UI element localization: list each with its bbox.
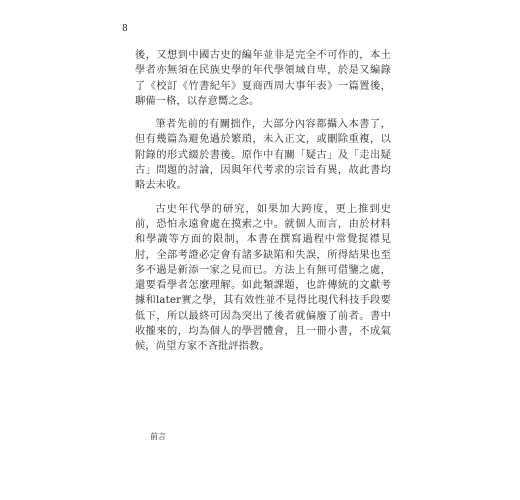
paragraph-3: 古史年代學的研究，如果加大跨度，更上推到史前，恐怕永遠會處在摸索之中。就個人而言，由於材料和學識等方面的限制，本書在撰寫過程中常覺捉襟見肘，全部考證必定會有諸多缺陷和失誤，所得結果也至多不過是新添一家之見而已。方法上有無可借鑒之處，還要看學者怎麼理解。如此類課題，也許傳統的文獻考據和later實之學，其有效性並不見得比現代科技手段要低下，所以最終可因為突出了後者就偏廢了前者。書中收攏來的，均為個人的學習體會，且一冊小書，不成氣候，尚望方家不吝批評指教。 [135, 203, 391, 353]
main-text [135, 48, 391, 363]
paragraph-2: 筆者先前的有關拙作，大部分內容都攝入本書了，但有幾篇為避免過於繁瑣，未入正文，或刪除重複，以附錄的形式綴於書後。原作中有關「疑古」及「走出疑古」問題的討論，因與年代考求的宗旨有異，故此書均略去未收。 [135, 119, 391, 192]
paragraph-1: 後，又想到中國古史的編年並非是完全不可作的，本土學者亦無須在民族史學的年代學領域自卑，於是又編錄了《校訂《竹書紀年》夏商西周大事年表》一篇置後，聊備一格，以存意嚮之念。 [135, 50, 391, 107]
running-footer: 前言 [150, 432, 166, 441]
page-number: 8 [122, 24, 128, 34]
